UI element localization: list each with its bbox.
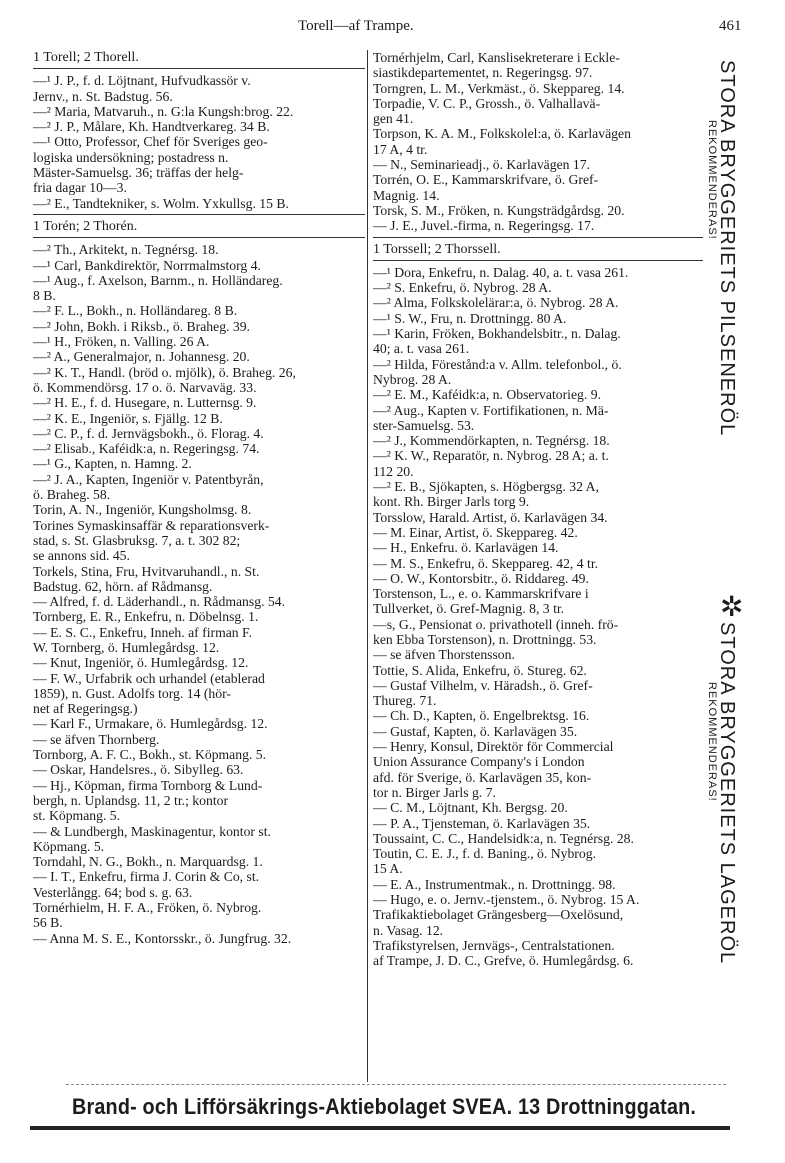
directory-entry-line: —¹ Dora, Enkefru, n. Dalag. 40, a. t. vasa 261. xyxy=(373,264,629,280)
directory-entry-line: Torstenson, L., e. o. Kammarskrifvare i xyxy=(373,586,589,602)
footer-advert-text: Brand- och Lifförsäkrings-Aktiebolaget SVEA. 13 Drottninggatan. xyxy=(72,1094,697,1119)
directory-entry-line: — Gustaf Vilhelm, v. Häradsh., ö. Gref- xyxy=(373,677,593,693)
footer-dashed-rule xyxy=(66,1084,726,1085)
directory-entry-line: —² Elisab., Kaféidk:a, n. Regeringsg. 74. xyxy=(33,441,260,457)
section-rule xyxy=(33,214,365,215)
directory-entry-line: ken Ebba Torstenson), n. Drottningg. 53. xyxy=(373,631,597,647)
directory-entry-line: — I. T., Enkefru, firma J. Corin & Co, st. xyxy=(33,869,260,885)
directory-entry-line: — Gustaf, Kapten, ö. Karlavägen 35. xyxy=(373,723,578,739)
directory-entry-line: Tottie, S. Alida, Enkefru, ö. Stureg. 62. xyxy=(373,662,587,678)
directory-entry-line: —s, G., Pensionat o. privathotell (inneh. frö- xyxy=(373,616,619,632)
directory-entry-line: —¹ H., Fröken, n. Valling. 26 A. xyxy=(33,334,210,350)
directory-entry-line: Badstug. 62, hörn. af Rådmansg. xyxy=(33,578,213,594)
section-rule xyxy=(373,260,703,261)
directory-entry-line: Vesterlångg. 64; bod s. g. 63. xyxy=(33,884,193,900)
directory-entry-line: afd. för Sverige, ö. Karlavägen 35, kon- xyxy=(373,769,592,785)
directory-entry-line: tor n. Birger Jarls g. 7. xyxy=(373,784,496,800)
directory-entry-line: —¹ Carl, Bankdirektör, Norrmalmstorg 4. xyxy=(33,257,261,273)
directory-entry-line: — N., Seminarieadj., ö. Karlavägen 17. xyxy=(373,157,591,173)
directory-entry-line: —² S. Enkefru, ö. Nybrog. 28 A. xyxy=(373,280,552,296)
directory-entry-line: —² Maria, Matvaruh., n. G:la Kungsh:brog. 22. xyxy=(33,103,294,119)
directory-entry-line: 15 A. xyxy=(373,861,403,877)
directory-entry-line: ö. Braheg. 58. xyxy=(33,487,111,503)
directory-entry-line: — Karl F., Urmakare, ö. Humlegårdsg. 12. xyxy=(33,716,268,732)
directory-entry-line: —¹ J. P., f. d. Löjtnant, Hufvudkassör v. xyxy=(33,73,251,89)
directory-entry-line: — Ch. D., Kapten, ö. Engelbrektsg. 16. xyxy=(373,708,590,724)
section-rule xyxy=(33,68,365,69)
directory-entry-line: — O. W., Kontorsbitr., ö. Riddareg. 49. xyxy=(373,570,589,586)
directory-entry-line: — J. E., Juvel.-firma, n. Regeringsg. 17. xyxy=(373,218,595,234)
directory-entry-line: —¹ S. W., Fru, n. Drottningg. 80 A. xyxy=(373,310,567,326)
directory-entry-line: —² J. A., Kapten, Ingeniör v. Patentbyrån, xyxy=(33,471,264,487)
directory-entry-line: —¹ G., Kapten, n. Hamng. 2. xyxy=(33,456,192,472)
directory-entry-line: —² E. M., Kaféidk:a, n. Observatorieg. 9. xyxy=(373,387,601,403)
directory-entry-line: Tornérhjelm, Carl, Kanslisekreterare i Eckle- xyxy=(373,50,620,65)
directory-entry-line: Torrén, O. E., Kammarskrifvare, ö. Gref- xyxy=(373,172,599,188)
directory-entry-line: —² Th., Arkitekt, n. Tegnérsg. 18. xyxy=(33,242,219,258)
directory-entry-line: Torpson, K. A. M., Folkskolel:a, ö. Karlavägen xyxy=(373,126,631,142)
directory-entry-line: — Hj., Köpman, firma Tornborg & Lund- xyxy=(33,777,263,793)
directory-entry-line: — Anna M. S. E., Kontorsskr., ö. Jungfrug. 32. xyxy=(33,930,292,946)
directory-entry-line: —² Hilda, Förestånd:a v. Allm. telefonbol., ö. xyxy=(373,356,622,372)
page-header xyxy=(0,18,785,40)
directory-entry-line: Jernv., n. St. Badstug. 56. xyxy=(33,88,173,104)
directory-entry-line: — M. S., Enkefru, ö. Skeppareg. 42, 4 tr. xyxy=(373,555,599,571)
directory-entry-line: —² C. P., f. d. Jernvägsbokh., ö. Florag. 4. xyxy=(33,425,264,441)
column-divider xyxy=(367,50,368,1082)
directory-entry-line: Torpadie, V. C. P., Grossh., ö. Valhallavä- xyxy=(373,95,601,111)
section-rule xyxy=(33,237,365,238)
directory-entry-line: — E. S. C., Enkefru, Inneh. af firman F. xyxy=(33,624,252,640)
directory-entry-line: 1859), n. Gust. Adolfs torg. 14 (hör- xyxy=(33,685,231,701)
directory-entry-line: af Trampe, J. D. C., Grefve, ö. Humlegårdsg. 6. xyxy=(373,953,634,969)
directory-entry-line: stad, s. St. Glasbruksg. 7, a. t. 302 82; xyxy=(33,532,241,548)
directory-entry-line: Trafikaktiebolaget Grängesberg—Oxelösund, xyxy=(373,907,624,923)
directory-entry-line: — Henry, Konsul, Direktör för Commercial xyxy=(373,739,614,755)
directory-entry-line: —² Aug., Kapten v. Fortifikationen, n. Mä- xyxy=(373,402,609,418)
directory-entry-line: — se äfven Thornberg. xyxy=(33,731,160,747)
directory-entry-line: Toussaint, C. C., Handelsidk:a, n. Tegnérsg. 28. xyxy=(373,830,634,846)
side-advert-pilsner-subtext: REKOMMENDERAS! xyxy=(706,120,718,240)
directory-entry-line: n. Vasag. 12. xyxy=(373,922,444,938)
directory-entry-line: —² F. L., Bokh., n. Holländareg. 8 B. xyxy=(33,303,238,319)
directory-entry-line: 8 B. xyxy=(33,288,56,304)
directory-entry-line: net af Regeringsg.) xyxy=(33,701,138,717)
page-number: 461 xyxy=(719,18,742,34)
directory-entry-line: —² J., Kommendörkapten, n. Tegnérsg. 18. xyxy=(373,433,610,449)
directory-entry-line: — Knut, Ingeniör, ö. Humlegårdsg. 12. xyxy=(33,655,249,671)
directory-entry-line: — Hugo, e. o. Jernv.-tjenstem., ö. Nybrog. 15 A. xyxy=(373,892,640,908)
directory-entry-line: —² John, Bokh. i Riksb., ö. Braheg. 39. xyxy=(33,318,251,334)
directory-entry-line: — C. M., Löjtnant, Kh. Bergsg. 20. xyxy=(373,800,568,816)
directory-entry-line: siastikdepartementet, n. Regeringsg. 97. xyxy=(373,65,593,81)
directory-entry-line: — Alfred, f. d. Läderhandl., n. Rådmansg. 54. xyxy=(33,594,286,610)
directory-entry-line: —² K. T., Handl. (bröd o. mjölk), ö. Braheg. 26, xyxy=(33,364,296,380)
surname-heading: 1 Torell; 2 Thorell. xyxy=(33,50,139,65)
directory-entry-line: — F. W., Urfabrik och urhandel (etablerad xyxy=(33,670,265,686)
directory-entry-line: —² H. E., f. d. Husegare, n. Lutternsg. 9. xyxy=(33,395,257,411)
side-advert-pilsner-text: STORA BRYGGERIETS PILSENERÖL xyxy=(716,60,738,437)
directory-entry-line: Thureg. 71. xyxy=(373,693,437,709)
directory-entry-line: —² E. B., Sjökapten, s. Högbergsg. 32 A, xyxy=(373,479,599,495)
directory-entry-line: bergh, n. Uplandsg. 11, 2 tr.; kontor xyxy=(33,792,229,808)
directory-entry-line: W. Tornberg, ö. Humlegårdsg. 12. xyxy=(33,639,220,655)
directory-entry-line: —¹ Karin, Fröken, Bokhandelsbitr., n. Dalag. xyxy=(373,326,621,342)
footer-thick-rule xyxy=(30,1126,730,1130)
side-advert-lager-subtext: REKOMMENDERAS! xyxy=(706,682,718,802)
directory-entry-line: ö. Kommendörsg. 17 o. ö. Narvaväg. 33. xyxy=(33,379,257,395)
directory-entry-line: — P. A., Tjensteman, ö. Karlavägen 35. xyxy=(373,815,591,831)
directory-entry-line: —² K. E., Ingeniör, s. Fjällg. 12 B. xyxy=(33,410,223,426)
directory-entry-line: 17 A, 4 tr. xyxy=(373,141,428,157)
directory-entry-line: —² J. P., Målare, Kh. Handtverkareg. 34 B. xyxy=(33,119,270,135)
directory-entry-line: —² K. W., Reparatör, n. Nybrog. 28 A; a. t. xyxy=(373,448,609,464)
directory-entry-line: Torines Symaskinsaffär & reparationsverk- xyxy=(33,517,270,533)
directory-entry-line: gen 41. xyxy=(373,111,414,127)
directory-entry-line: Torin, A. N., Ingeniör, Kungsholmsg. 8. xyxy=(33,502,252,518)
directory-entry-line: — H., Enkefru. ö. Karlavägen 14. xyxy=(373,540,559,556)
directory-entry-line: —² Alma, Folkskolelärar:a, ö. Nybrog. 28 A. xyxy=(373,295,619,311)
directory-entry-line: — M. Einar, Artist, ö. Skeppareg. 42. xyxy=(373,524,578,540)
directory-entry-line: st. Köpmang. 5. xyxy=(33,808,121,824)
directory-entry-line: Tornberg, E. R., Enkefru, n. Döbelnsg. 1. xyxy=(33,609,259,625)
directory-entry-line: Toutin, C. E. J., f. d. Baning., ö. Nybrog. xyxy=(373,846,596,862)
surname-heading: 1 Torén; 2 Thorén. xyxy=(33,218,138,234)
directory-entry-line: fria dagar 10—3. xyxy=(33,180,127,196)
left-column xyxy=(33,50,365,946)
directory-entry-line: Trafikstyrelsen, Jernvägs-, Centralstationen. xyxy=(373,937,615,953)
directory-entry-line: 56 B. xyxy=(33,915,63,931)
directory-entry-line: logiska undersökning; postadress n. xyxy=(33,149,229,165)
directory-entry-line: se annons sid. 45. xyxy=(33,548,130,564)
footer-advert xyxy=(30,1094,730,1140)
directory-entry-line: — se äfven Thorstensson. xyxy=(373,647,515,663)
section-rule xyxy=(373,237,703,238)
directory-entry-line: —¹ Aug., f. Axelson, Barnm., n. Holländareg. xyxy=(33,272,283,288)
directory-entry-line: Torndahl, N. G., Bokh., n. Marquardsg. 1. xyxy=(33,854,263,870)
directory-entry-line: —¹ Otto, Professor, Chef för Sveriges geo- xyxy=(33,134,268,150)
directory-entry-line: —² E., Tandtekniker, s. Wolm. Yxkullsg. 15 B. xyxy=(33,195,289,211)
directory-entry-line: 112 20. xyxy=(373,463,414,479)
directory-entry-line: 40; a. t. vasa 261. xyxy=(373,341,470,357)
directory-entry-line: Tornérhielm, H. F. A., Fröken, ö. Nybrog. xyxy=(33,900,262,916)
side-advert-lager-text: STORA BRYGGERIETS LAGERÖL xyxy=(716,622,738,965)
directory-entry-line: —² A., Generalmajor, n. Johannesg. 20. xyxy=(33,349,250,365)
directory-entry-line: Union Assurance Company's i London xyxy=(373,754,585,770)
directory-entry-line: Tullverket, ö. Gref-Magnig. 8, 3 tr. xyxy=(373,601,565,617)
directory-entry-line: Torsslow, Harald. Artist, ö. Karlavägen 34. xyxy=(373,509,608,525)
right-column xyxy=(373,50,703,969)
directory-entry-line: Magnig. 14. xyxy=(373,187,440,203)
running-title: Torell—af Trampe. xyxy=(298,18,414,34)
directory-entry-line: — Oskar, Handelsres., ö. Sibylleg. 63. xyxy=(33,762,244,778)
directory-entry-line: — & Lundbergh, Maskinagentur, kontor st. xyxy=(33,823,271,839)
surname-heading: 1 Torssell; 2 Thorssell. xyxy=(373,241,501,257)
directory-entry-line: — E. A., Instrumentmak., n. Drottningg. 98. xyxy=(373,876,616,892)
directory-entry-line: Köpmang. 5. xyxy=(33,838,105,854)
directory-entry-line: Torkels, Stina, Fru, Hvitvaruhandl., n. St. xyxy=(33,563,260,579)
directory-entry-line: ster-Samuelsg. 53. xyxy=(373,417,475,433)
directory-entry-line: Nybrog. 28 A. xyxy=(373,371,452,387)
directory-entry-line: Torsk, S. M., Fröken, n. Kungsträdgårdsg. 20. xyxy=(373,202,625,218)
asterisk-ornament: ✲ xyxy=(720,590,744,623)
directory-entry-line: Mäster-Samuelsg. 36; träffas der helg- xyxy=(33,165,244,181)
directory-entry-line: Torngren, L. M., Verkmäst., ö. Skeppareg. 14. xyxy=(373,80,625,96)
directory-entry-line: kont. Rh. Birger Jarls torg 9. xyxy=(373,494,530,510)
directory-entry-line: Tornborg, A. F. C., Bokh., st. Köpmang. 5. xyxy=(33,747,267,763)
